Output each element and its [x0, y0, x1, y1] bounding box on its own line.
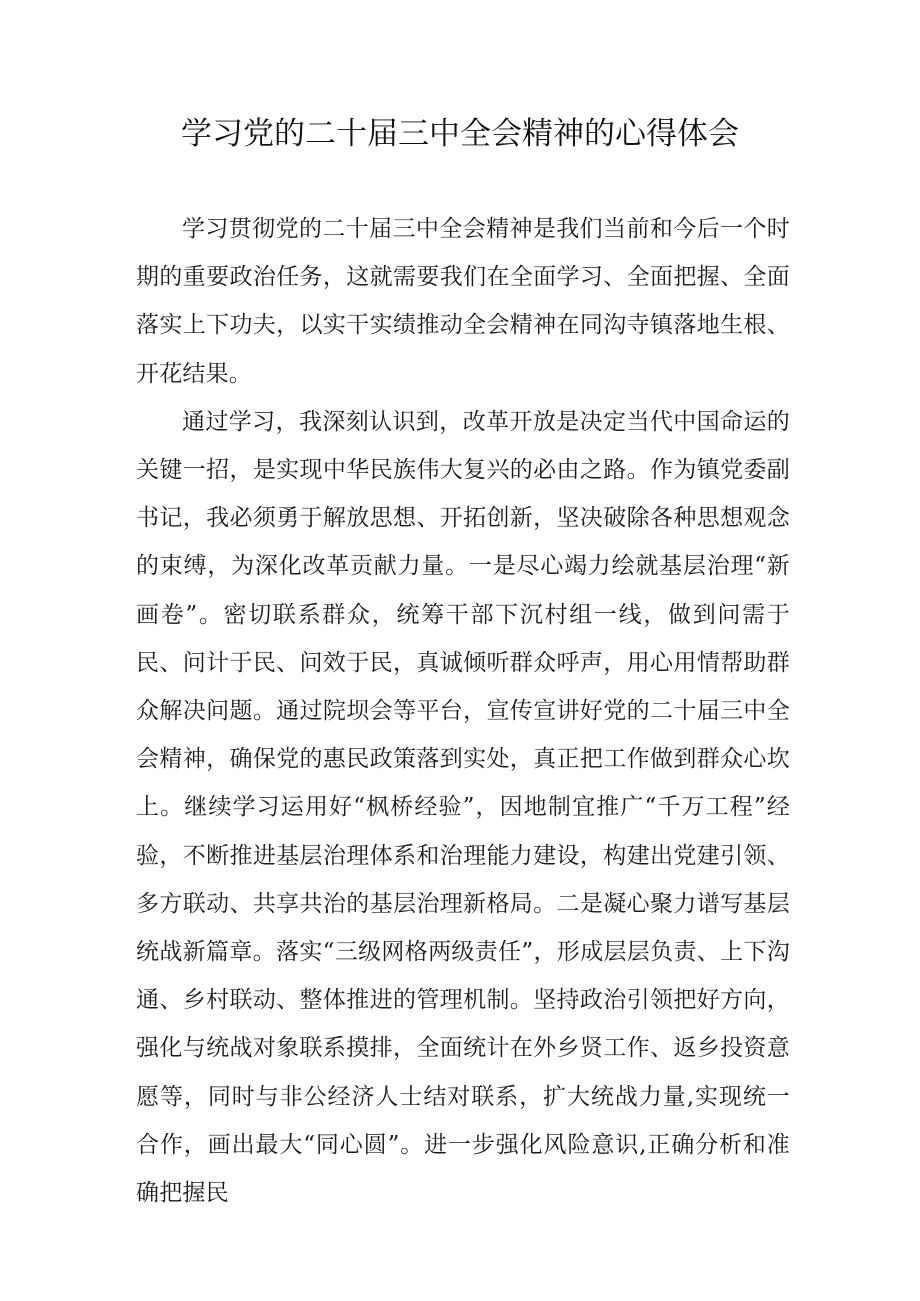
paragraph-main: 通过学习，我深刻认识到，改革开放是决定当代中国命运的关键一招，是实现中华民族伟大复兴的必由之路。作为镇党委副书记，我必须勇于解放思想、开拓创新，坚决破除各种思想观念的束缚，为深化改革贡献力量。一是尽心竭力绘就基层治理“新画卷”。密切联系群众，统筹干部下沉村组一线，做到问需于民、问计于民、问效于民，真诚倾听群众呼声，用心用情帮助群众解决问题。通过院坝会等平台，宣传宣讲好党的二十届三中全会精神，确保党的惠民政策落到实处，真正把工作做到群众心坎上。继续学习运用好“枫桥经验”，因地制宜推广“千万工程”经验，不断推进基层治理体系和治理能力建设，构建出党建引领、多方联动、共享共治的基层治理新格局。二是凝心聚力谱写基层统战新篇章。落实“三级网格两级责任”，形成层层负责、上下沟通、乡村联动、整体推进的管理机制。坚持政治引领把好方向，强化与统战对象联系摸排，全面统计在外乡贤工作、返乡投资意愿等，同时与非公经济人士结对联系，扩大统战力量,实现统一合作，画出最大“同心圆”。进一步强化风险意识,正确分析和准确把握民 — [136, 408, 790, 1207]
document-title: 学习党的二十届三中全会精神的心得体会 — [181, 116, 739, 152]
paragraph-intro: 学习贯彻党的二十届三中全会精神是我们当前和今后一个时期的重要政治任务，这就需要我们在全面学习、全面把握、全面落实上下功夫，以实干实绩推动全会精神在同沟寺镇落地生根、开花结果。 — [136, 216, 790, 387]
document-body — [136, 205, 790, 1217]
